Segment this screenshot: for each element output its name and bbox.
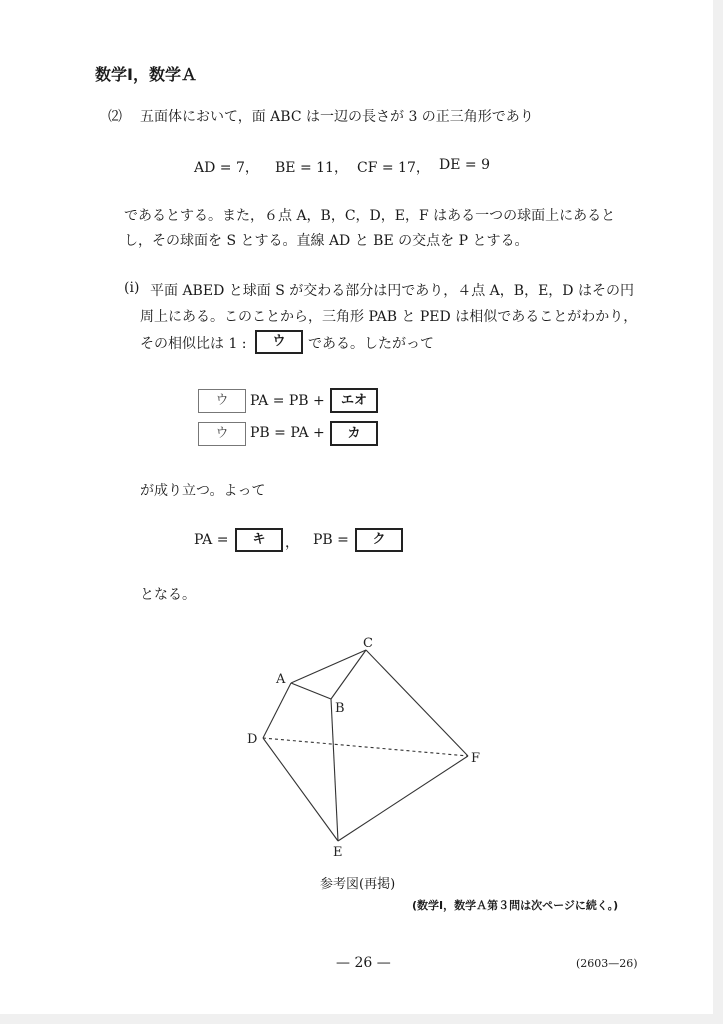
- length-ad: AD = 7，: [194, 160, 259, 176]
- point-label-a: A: [276, 672, 286, 687]
- problem-number: ⑵: [108, 109, 122, 125]
- length-de: DE = 9: [439, 157, 490, 173]
- assumption-line-2: し，その球面を S とする。直線 AD と BE の交点を P とする。: [124, 233, 529, 249]
- edge-ef: [338, 756, 468, 841]
- comma: ，: [285, 535, 299, 551]
- answer-box-ka[interactable]: カ: [330, 421, 378, 446]
- section-heading: 数学Ⅰ，数学Ａ: [95, 65, 197, 84]
- figure-caption: 参考図(再掲): [320, 877, 396, 892]
- page-code: (2603—26): [576, 957, 638, 970]
- answer-box-eo[interactable]: エオ: [330, 388, 378, 413]
- point-label-c: C: [363, 636, 373, 651]
- answer-ref-u-2: ウ: [198, 422, 246, 446]
- answer-box-ki[interactable]: キ: [235, 528, 283, 552]
- length-be: BE = 11，: [275, 160, 348, 176]
- edge-ab: [291, 683, 331, 699]
- end-text: となる。: [140, 587, 196, 603]
- part-i-line-3-pre: その相似比は 1 :: [140, 336, 247, 352]
- page-number: — 26 —: [336, 955, 391, 971]
- edge-be: [331, 699, 338, 841]
- edge-de: [263, 738, 338, 841]
- answer-ref-u-1: ウ: [198, 389, 246, 413]
- part-i-line-3-post: である。したがって: [308, 336, 434, 352]
- answer-box-u[interactable]: ウ: [255, 330, 303, 354]
- length-cf: CF = 17，: [357, 160, 430, 176]
- part-i-line-1: 平面 ABED と球面 S が交わる部分は円であり，４点 A，B，E，D はその円: [150, 283, 634, 299]
- pentahedron-figure: [240, 630, 500, 866]
- continue-note: (数学Ⅰ，数学Ａ第３問は次ページに続く。): [412, 899, 619, 912]
- equation-1: PA = PB +: [250, 393, 325, 409]
- answer-box-ku[interactable]: ク: [355, 528, 403, 552]
- point-label-b: B: [335, 701, 345, 716]
- edge-cf: [366, 650, 468, 756]
- assumption-line-1: であるとする。また，６点 A，B，C，D，E，F はある一つの球面上にあると: [124, 208, 616, 224]
- part-i-label: (i): [124, 280, 140, 296]
- hold-text: が成り立つ。よって: [140, 483, 266, 499]
- pa-label: PA =: [194, 532, 229, 548]
- problem-intro: 五面体において，面 ABC は一辺の長さが 3 の正三角形であり: [140, 109, 534, 125]
- point-label-e: E: [333, 845, 343, 860]
- equation-2: PB = PA +: [250, 425, 325, 441]
- part-i-line-2: 周上にある。このことから，三角形 PAB と PED は相似であることがわかり，: [140, 309, 638, 325]
- edge-df-hidden: [263, 738, 468, 756]
- pb-label: PB =: [313, 532, 349, 548]
- point-label-f: F: [471, 751, 481, 766]
- edge-ad: [263, 683, 291, 738]
- point-label-d: D: [247, 732, 258, 747]
